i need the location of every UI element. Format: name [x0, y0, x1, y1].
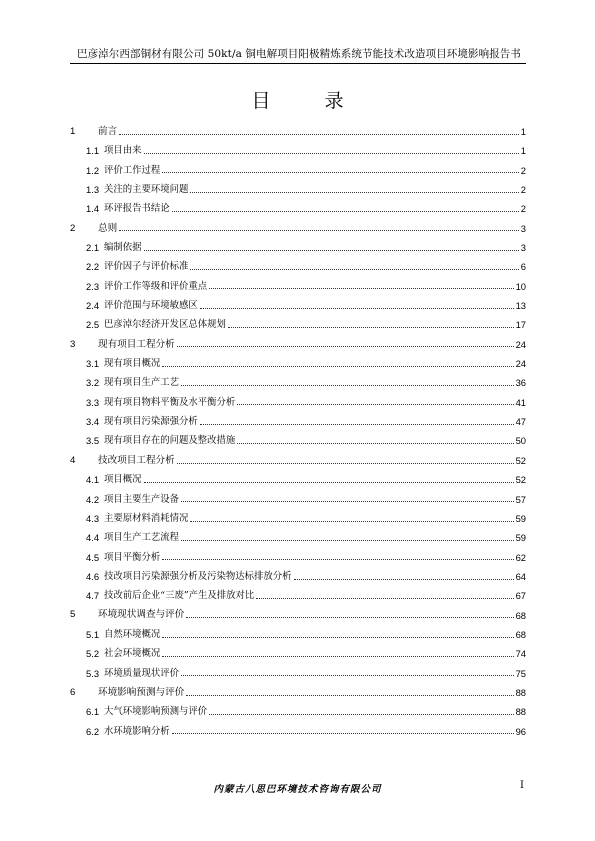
toc-entry-page: 6 [520, 261, 526, 273]
toc-entry-label: 环评报告书结论 [104, 203, 170, 215]
toc-section-entry[interactable] [70, 586, 526, 605]
toc-entry-page: 67 [515, 590, 526, 602]
toc-entry-page: 24 [515, 338, 526, 350]
toc-entry-page: 1 [520, 145, 526, 157]
toc-entry-page: 2 [520, 203, 526, 215]
toc-entry-page: 74 [515, 648, 526, 660]
toc-dot-leader [119, 134, 519, 135]
toc-entry-label: 技改项目工程分析 [98, 454, 175, 466]
toc-entry-label: 项目主要生产设备 [104, 493, 180, 505]
toc-entry-number: 3.4 [86, 416, 100, 428]
toc-entry-page: 96 [515, 725, 526, 737]
toc-dot-leader [190, 269, 518, 270]
toc-section-entry[interactable] [70, 548, 526, 567]
toc-entry-number: 5.3 [86, 667, 100, 679]
toc-entry-page: 36 [515, 377, 526, 389]
toc-dot-leader [162, 656, 513, 657]
toc-entry-label: 现有项目概况 [104, 358, 161, 370]
toc-dot-leader [177, 346, 514, 347]
toc-dot-leader [162, 172, 518, 173]
toc-entry-label: 前言 [98, 125, 118, 137]
toc-dot-leader [162, 366, 513, 367]
toc-section-entry[interactable] [70, 470, 526, 489]
footer-company: 内蒙古八思巴环境技术咨询有限公司 [213, 784, 382, 795]
toc-entry-number: 3.1 [86, 358, 100, 370]
toc-entry-page: 52 [515, 474, 526, 486]
toc-entry-label: 环境质量现状评价 [104, 667, 180, 679]
toc-entry-page: 47 [515, 416, 526, 428]
toc-entry-page: 24 [515, 358, 526, 370]
toc-entry-page: 88 [515, 706, 526, 718]
toc-entry-number: 3.2 [86, 377, 100, 389]
toc-dot-leader [200, 424, 514, 425]
toc-entry-number: 4.7 [86, 590, 100, 602]
toc-section-entry[interactable] [70, 238, 526, 257]
footer-page-number: I [520, 780, 524, 791]
toc-section-entry[interactable] [70, 199, 526, 218]
toc-entry-label: 关注的主要环境问题 [104, 184, 189, 195]
toc-section-entry[interactable] [70, 567, 526, 586]
toc-entry-label: 评价范围与环境敏感区 [104, 300, 198, 312]
toc-dot-leader [181, 385, 514, 386]
toc-entry-number: 2.1 [86, 242, 100, 254]
toc-entry-label: 巴彦淖尔经济开发区总体规划 [104, 319, 226, 331]
toc-entry-number: 2.4 [86, 300, 100, 312]
toc-entry-number: 4.1 [86, 474, 100, 486]
toc-entry-page: 64 [515, 570, 526, 582]
toc-entry-label: 评价工作等级和评价重点 [104, 280, 208, 292]
toc-entry-label: 编制依据 [104, 242, 142, 254]
toc-entry-label: 总则 [98, 222, 118, 234]
toc-entry-page: 75 [515, 667, 526, 679]
toc-dot-leader [162, 559, 513, 560]
toc-section-entry[interactable] [70, 528, 526, 547]
toc-entry-label: 现有项目工程分析 [98, 338, 175, 350]
toc-entry-page: 13 [515, 300, 526, 312]
toc-section-entry[interactable] [70, 141, 526, 160]
toc-entry-number: 6.2 [86, 725, 100, 737]
toc-section-entry[interactable] [70, 277, 526, 296]
toc-section-entry[interactable] [70, 490, 526, 509]
toc-entry-number: 4.6 [86, 570, 100, 582]
toc-entry-page: 88 [515, 686, 526, 698]
toc-entry-number: 3.3 [86, 396, 100, 408]
toc-entry-label: 环境影响预测与评价 [98, 686, 185, 698]
toc-entry-number: 1.4 [86, 203, 100, 215]
toc-chapter-entry[interactable] [70, 451, 526, 470]
toc-section-entry[interactable] [70, 354, 526, 373]
toc-dot-leader [190, 521, 513, 522]
toc-entry-number: 3.5 [86, 435, 100, 447]
toc-entry-label: 项目由来 [104, 145, 142, 157]
toc-entry-number: 2.2 [86, 261, 100, 273]
toc-entry-number: 1.1 [86, 145, 100, 157]
toc-section-entry[interactable] [70, 702, 526, 721]
toc-entry-number: 6 [70, 686, 76, 698]
toc-section-entry[interactable] [70, 412, 526, 431]
toc-entry-number: 2.3 [86, 280, 100, 292]
toc-title: 目 录 [251, 90, 368, 112]
toc-dot-leader [177, 463, 514, 464]
toc-entry-page: 3 [520, 222, 526, 234]
toc-entry-label: 自然环境概况 [104, 628, 161, 640]
toc-section-entry[interactable] [70, 644, 526, 663]
toc-dot-leader [144, 153, 519, 154]
toc-dot-leader [209, 288, 513, 289]
toc-dot-leader [237, 404, 513, 405]
toc-entry-page: 68 [515, 609, 526, 621]
toc-dot-leader [144, 482, 514, 483]
toc-entry-page: 3 [520, 242, 526, 254]
toc-entry-page: 41 [515, 396, 526, 408]
toc-section-entry[interactable] [70, 161, 526, 180]
toc-section-entry[interactable] [70, 509, 526, 528]
toc-dot-leader [119, 230, 519, 231]
toc-entry-page: 17 [515, 319, 526, 331]
toc-entry-number: 4.5 [86, 551, 100, 563]
toc-entry-page: 59 [515, 512, 526, 524]
toc-entry-page: 68 [515, 628, 526, 640]
toc-entry-number: 5.2 [86, 648, 100, 660]
toc-entry-page: 10 [515, 280, 526, 292]
toc-chapter-entry[interactable] [70, 683, 526, 702]
toc-entry-label: 评价工作过程 [104, 164, 161, 176]
toc-section-entry[interactable] [70, 664, 526, 683]
toc-entry-number: 3 [70, 338, 76, 350]
toc-section-entry[interactable] [70, 373, 526, 392]
toc-entry-label: 现有项目物料平衡及水平衡分析 [104, 396, 236, 408]
toc-section-entry[interactable] [70, 296, 526, 315]
toc-section-entry[interactable] [70, 393, 526, 412]
toc-entry-number: 4.3 [86, 512, 100, 524]
toc-section-entry[interactable] [70, 257, 526, 276]
toc-entry-number: 1 [70, 125, 76, 137]
toc-entry-label: 技改前后企业“三废”产生及排放对比 [104, 590, 255, 602]
toc-entry-number: 1.2 [86, 164, 100, 176]
toc-entry-label: 环境现状调查与评价 [98, 609, 185, 621]
toc-section-entry[interactable] [70, 180, 526, 199]
toc-entry-label: 主要原材料消耗情况 [104, 512, 189, 524]
toc-dot-leader [186, 695, 513, 696]
toc-entry-number: 6.1 [86, 706, 100, 718]
toc-chapter-entry[interactable] [70, 335, 526, 354]
toc-dot-leader [256, 598, 513, 599]
toc-entry-label: 项目平衡分析 [104, 551, 161, 563]
toc-section-entry[interactable] [70, 722, 526, 741]
toc-entry-label: 现有项目污染源强分析 [104, 416, 198, 428]
toc-entry-number: 4 [70, 454, 76, 466]
toc-dot-leader [144, 250, 519, 251]
toc-entry-label: 现有项目生产工艺 [104, 377, 180, 389]
toc-entry-page: 1 [520, 125, 526, 137]
toc-entry-label: 现有项目存在的问题及整改措施 [104, 435, 236, 447]
toc-entry-number: 4.2 [86, 493, 100, 505]
toc-entry-page: 2 [520, 164, 526, 176]
toc-entry-page: 2 [520, 184, 526, 195]
toc-entry-label: 项目生产工艺流程 [104, 532, 180, 544]
toc-entry-label: 大气环境影响预测与评价 [104, 706, 208, 718]
toc-dot-leader [190, 192, 518, 193]
toc-dot-leader [172, 733, 514, 734]
toc-section-entry[interactable] [70, 315, 526, 334]
header-rule [70, 63, 526, 64]
toc-dot-leader [186, 617, 513, 618]
toc-entry-page: 57 [515, 493, 526, 505]
toc-entry-number: 2.5 [86, 319, 100, 331]
toc-entry-page: 50 [515, 435, 526, 447]
toc-entry-label: 社会环境概况 [104, 648, 161, 660]
toc-section-entry[interactable] [70, 432, 526, 451]
running-header: 巴彦淖尔西部铜材有限公司 50kt/a 铜电解项目阳极精炼系统节能技术改造项目环境影响报告书 [76, 48, 521, 60]
toc-dot-leader [181, 540, 514, 541]
toc-entry-page: 62 [515, 551, 526, 563]
toc-chapter-entry[interactable] [70, 606, 526, 625]
table-of-contents [70, 122, 526, 741]
toc-chapter-entry[interactable] [70, 122, 526, 141]
toc-dot-leader [181, 675, 514, 676]
toc-entry-page: 52 [515, 454, 526, 466]
toc-dot-leader [200, 308, 514, 309]
toc-dot-leader [228, 327, 514, 328]
toc-dot-leader [294, 579, 514, 580]
toc-dot-leader [237, 443, 513, 444]
toc-entry-number: 4.4 [86, 532, 100, 544]
toc-dot-leader [209, 714, 513, 715]
toc-entry-number: 2 [70, 222, 76, 234]
toc-entry-number: 5.1 [86, 628, 100, 640]
toc-entry-number: 5 [70, 609, 76, 621]
toc-dot-leader [172, 211, 519, 212]
toc-entry-label: 水环境影响分析 [104, 725, 170, 737]
toc-chapter-entry[interactable] [70, 219, 526, 238]
toc-entry-label: 评价因子与评价标准 [104, 261, 189, 273]
toc-entry-number: 1.3 [86, 184, 100, 195]
toc-entry-page: 59 [515, 532, 526, 544]
toc-section-entry[interactable] [70, 625, 526, 644]
toc-entry-label: 技改项目污染源强分析及污染物达标排放分析 [104, 570, 292, 582]
toc-entry-label: 项目概况 [104, 474, 142, 486]
toc-dot-leader [162, 637, 513, 638]
toc-dot-leader [181, 501, 514, 502]
